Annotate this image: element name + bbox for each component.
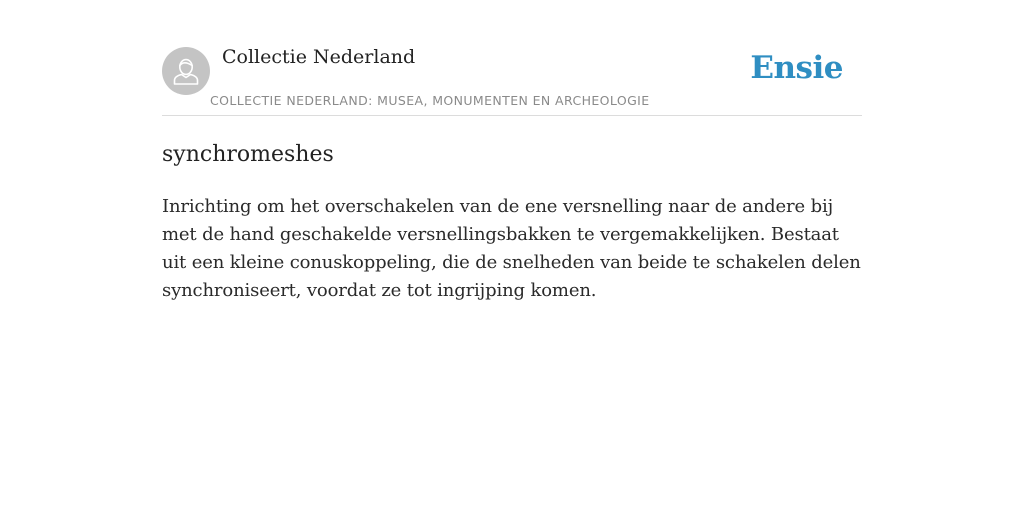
term-title: synchromeshes xyxy=(162,142,334,167)
definition-text: Inrichting om het overschakelen van de ene versnelling naar de andere bij met de hand geschakelde versnellingsbakken te vergemakkelijken. Bestaat uit een kleine conuskoppeling, die de snelheden van beide te schakelen delen synchroniseert, voordat ze tot ingrijping komen. xyxy=(162,196,861,301)
definition-card xyxy=(162,40,862,305)
author-link[interactable]: Collectie Nederland xyxy=(222,46,416,68)
source-label: COLLECTIE NEDERLAND: MUSEA, MONUMENTEN EN ARCHEOLOGIE xyxy=(210,93,650,108)
user-avatar-icon[interactable] xyxy=(162,47,210,95)
card-header xyxy=(162,40,862,116)
ensie-logo-link[interactable]: Ensie xyxy=(750,50,843,86)
